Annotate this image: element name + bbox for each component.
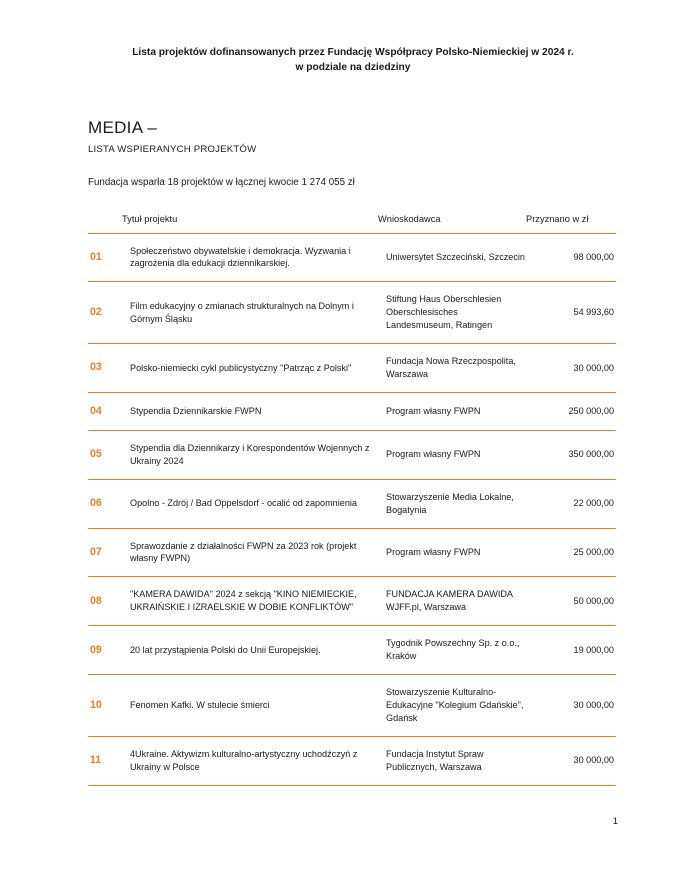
row-title: Stypendia dla Dziennikarzy i Korespondentów Wojennych z Ukrainy 2024 xyxy=(130,442,370,466)
table-header xyxy=(88,214,616,234)
summary-text: Fundacja wsparła 18 projektów w łącznej kwocie 1 274 055 zł xyxy=(88,176,355,188)
table-row xyxy=(88,479,616,528)
projects-table xyxy=(88,214,616,786)
row-index: 05 xyxy=(90,448,102,461)
table-row xyxy=(88,392,616,430)
row-index: 07 xyxy=(90,545,102,558)
row-applicant: Stowarzyszenie Kulturalno-Edukacyjne "Kolegium Gdańskie", Gdańsk xyxy=(386,687,524,723)
row-title: "KAMERA DAWIDA" 2024 z sekcją "KINO NIEMIECKIE, UKRAIŃSKIE I IZRAELSKIE W DOBIE KONFLIKTÓW" xyxy=(130,589,357,613)
table-header-row xyxy=(88,214,616,234)
row-title: Sprawozdanie z działalności FWPN za 2023 rok (projekt własny FWPN) xyxy=(130,540,357,564)
row-applicant: Program własny FWPN xyxy=(386,449,481,460)
row-amount: 50 000,00 xyxy=(573,595,614,606)
row-title: Stypendia Dziennikarskie FWPN xyxy=(130,405,262,416)
row-amount: 30 000,00 xyxy=(573,699,614,710)
page-number: 1 xyxy=(612,816,618,827)
row-amount: 54 993,60 xyxy=(573,307,614,318)
row-amount: 350 000,00 xyxy=(568,449,614,460)
row-amount: 19 000,00 xyxy=(573,644,614,655)
table-row xyxy=(88,736,616,785)
row-applicant: Fundacja Nowa Rzeczpospolita, Warszawa xyxy=(386,356,516,379)
row-applicant: Stowarzyszenie Media Lokalne, Bogatynia xyxy=(386,491,514,515)
table-row xyxy=(88,577,616,626)
row-applicant: Program własny FWPN xyxy=(386,405,481,416)
table-body xyxy=(88,233,616,785)
row-index: 06 xyxy=(90,497,102,510)
row-applicant: Stiftung Haus Oberschlesien Oberschlesisches Landesmuseum, Ratingen xyxy=(386,294,502,331)
row-index: 08 xyxy=(90,594,102,607)
row-applicant: Fundacja Instytut Spraw Publicznych, Warszawa xyxy=(386,748,484,772)
row-index: 11 xyxy=(90,754,102,767)
row-applicant: FUNDACJA KAMERA DAWIDA WJFF.pl, Warszawa xyxy=(386,589,513,613)
section-subtitle: LISTA WSPIERANYCH PROJEKTÓW xyxy=(88,143,257,155)
row-title: Fenomen Kafki. W stulecie śmierci xyxy=(130,699,270,710)
row-index: 04 xyxy=(90,404,102,417)
row-amount: 30 000,00 xyxy=(573,755,614,766)
document-header-line-2: w podziale na dziedziny xyxy=(295,61,411,73)
column-header-amount: Przyznano w zł xyxy=(526,213,589,224)
document-header xyxy=(118,42,588,76)
table-row xyxy=(88,233,616,282)
row-index: 01 xyxy=(90,250,102,263)
column-header-title: Tytuł projektu xyxy=(122,213,178,224)
row-index: 02 xyxy=(90,306,102,319)
row-index: 03 xyxy=(90,361,102,374)
row-applicant: Program własny FWPN xyxy=(386,547,481,558)
section-title: MEDIA – xyxy=(88,117,158,137)
row-title: Społeczeństwo obywatelskie i demokracja. Wyzwania i zagrożenia dla edukacji dziennikarskiej. xyxy=(130,245,351,269)
table-row xyxy=(88,344,616,393)
table-row xyxy=(88,430,616,479)
table-row xyxy=(88,675,616,737)
row-amount: 25 000,00 xyxy=(573,547,614,558)
row-amount: 30 000,00 xyxy=(573,362,614,373)
table-row xyxy=(88,528,616,577)
row-title: Polsko-niemiecki cykl publicystyczny "Patrząc z Polski" xyxy=(130,362,352,373)
row-applicant: Tygodnik Powszechny Sp. z o.o., Kraków xyxy=(386,638,520,662)
row-title: 4Ukraine. Aktywizm kulturalno-artystyczny uchodźczyń z Ukrainy w Polsce xyxy=(130,748,358,772)
table-row xyxy=(88,626,616,675)
column-header-applicant: Wnioskodawca xyxy=(378,213,441,224)
row-applicant: Uniwersytet Szczeciński, Szczecin xyxy=(386,252,525,263)
row-title: Opolno - Zdrój / Bad Oppelsdorf - ocalić od zapomnienia xyxy=(130,498,357,509)
row-amount: 98 000,00 xyxy=(573,252,614,263)
table-row xyxy=(88,282,616,344)
document-header-line-1: Lista projektów dofinansowanych przez Fundację Współpracy Polsko-Niemieckiej w 2024 r. xyxy=(132,47,574,58)
row-amount: 250 000,00 xyxy=(568,405,614,416)
row-title: Film edukacyjny o zmianach strukturalnych na Dolnym i Górnym Śląsku xyxy=(130,300,354,324)
row-title: 20 lat przystąpienia Polski do Unii Europejskiej. xyxy=(130,644,321,655)
row-index: 09 xyxy=(90,643,102,656)
row-amount: 22 000,00 xyxy=(573,498,614,509)
row-index: 10 xyxy=(90,698,102,711)
column-header-index xyxy=(88,214,122,234)
